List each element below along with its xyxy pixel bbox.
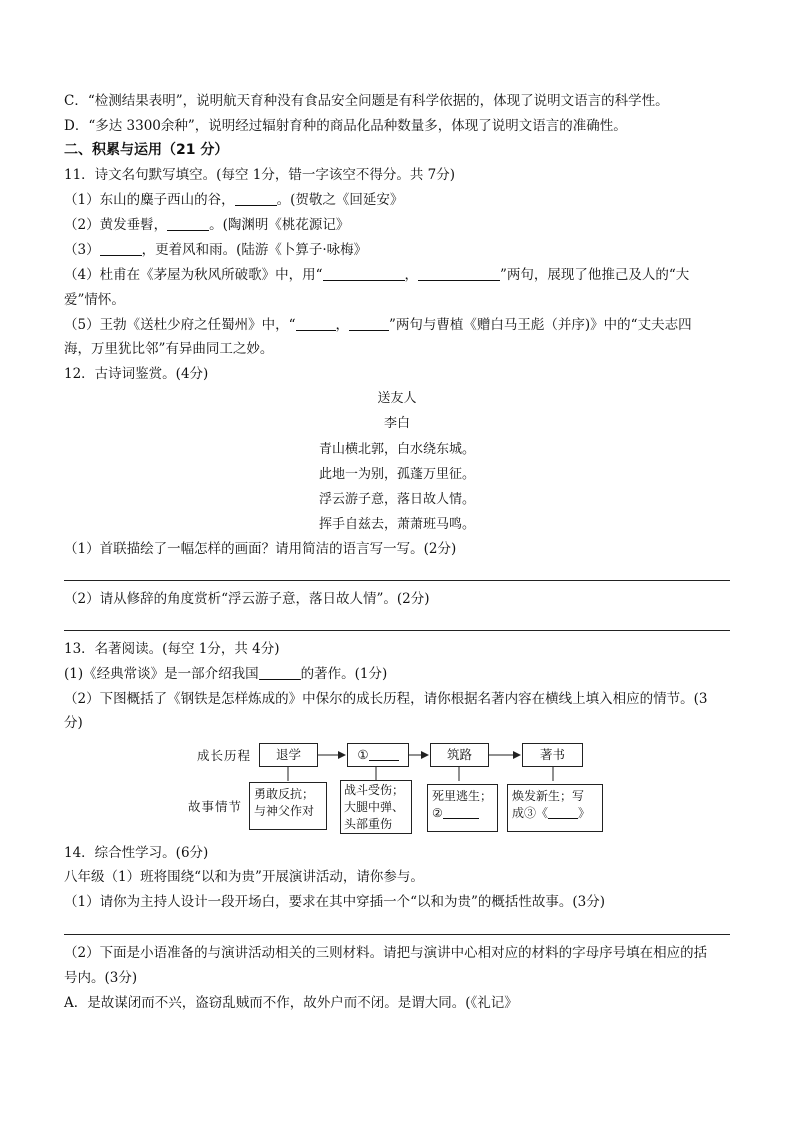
poem-line-1: 青山横北郭，白水绕东城。 <box>318 442 475 457</box>
plot-1-line-a: 勇敢反抗； <box>254 787 315 801</box>
answer-blank[interactable] <box>548 806 578 819</box>
poem-line-4: 挥手自兹去，萧萧班马鸣。 <box>318 517 475 532</box>
question-12: 12．古诗词鉴赏。(4分) <box>64 366 209 382</box>
plot-4-close-quote: 》 <box>578 806 591 820</box>
q13-1-text-b: 的著作。(1分) <box>300 666 388 682</box>
q11-4-text-b: ， <box>404 267 418 283</box>
option-a: A．是故谋闭而不兴，盗窃乱贼而不作，故外户而不闭。是谓大同。(《礼记》 <box>64 995 518 1011</box>
q11-item-4-cont: 爱”情怀。 <box>64 292 125 308</box>
plot-box-4 <box>507 784 603 832</box>
q13-item-2-cont: 分) <box>64 715 83 731</box>
q14-item-2-cont: 号内。(3分) <box>64 970 138 986</box>
q13-1-text-a: (1)《经典常谈》是一部介绍我国 <box>64 666 259 682</box>
q11-5-text-c: ”两句与曹植《赠白马王彪（并序)》中的“丈夫志四 <box>389 317 692 333</box>
poem-line-2: 此地一为别，孤蓬万里征。 <box>318 467 475 482</box>
plot-4-line-a: 焕发新生；写 <box>512 789 585 803</box>
plot-2-line-a: 战斗受伤； <box>344 783 405 797</box>
row-label-plot: 故事情节 <box>188 799 243 814</box>
q11-3-text-a: （3） <box>64 242 100 258</box>
question-13: 13．名著阅读。(每空 1分，共 4分) <box>64 641 280 657</box>
q11-1-text-b: 。(贺敬之《回延安》 <box>276 192 404 208</box>
stage-writing: 著书 <box>522 743 583 767</box>
blank-marker-1: ① <box>357 747 369 762</box>
answer-line[interactable] <box>64 934 730 935</box>
row-label-growth: 成长历程 <box>197 748 252 763</box>
option-c: C．“检测结果表明”，说明航天育种没有食品安全问题是有科学依据的，体现了说明文语言的科学性。 <box>64 93 669 109</box>
blank-marker-2: ② <box>432 806 443 820</box>
q11-2-text-b: 。(陶渊明《桃花源记》 <box>209 217 350 233</box>
answer-blank[interactable] <box>443 806 479 819</box>
plot-2-line-b: 大腿中弹、 <box>344 800 405 814</box>
q11-4-text-a: （4）杜甫在《茅屋为秋风所破歌》中，用“ <box>64 267 323 283</box>
q11-5-text-a: （5）王勃《送杜少府之任蜀州》中，“ <box>64 317 296 333</box>
plot-3-line-a: 死里逃生； <box>432 789 493 803</box>
plot-1-line-b: 与神父作对 <box>254 804 315 818</box>
q12-item-2: （2）请从修辞的角度赏析“浮云游子意，落日故人情”。(2分) <box>64 591 430 607</box>
poem-author: 李白 <box>383 416 410 431</box>
answer-blank[interactable] <box>369 748 399 761</box>
poem-title: 送友人 <box>377 391 417 406</box>
plot-box-2 <box>340 780 412 834</box>
plot-3-line-b <box>432 805 493 822</box>
stage-road-building: 筑路 <box>430 743 489 767</box>
question-11: 11．诗文名句默写填空。(每空 1分，错一字该空不得分。共 7分) <box>64 167 455 183</box>
blank-marker-3: 成③《 <box>512 806 549 820</box>
q12-item-1: （1）首联描绘了一幅怎样的画面？请用简洁的语言写一写。(2分) <box>64 541 457 557</box>
plot-box-3 <box>427 784 498 832</box>
q11-2-text-a: （2）黄发垂髫， <box>64 217 168 233</box>
stage-dropout: 退学 <box>259 743 318 767</box>
option-d: D．“多达 3300余种”，说明经过辐射育种的商品化品种数量多，体现了说明文语言的准确性。 <box>64 118 627 134</box>
section-heading: 二、积累与运用（21 分） <box>64 142 229 158</box>
stage-blank-1 <box>347 743 409 767</box>
plot-4-line-b <box>512 805 598 822</box>
question-14: 14．综合性学习。(6分) <box>64 845 209 861</box>
q11-4-text-c: ”两句，展现了他推己及人的“大 <box>500 267 690 283</box>
q14-item-1: （1）请你为主持人设计一段开场白，要求在其中穿插一个“以和为贵”的概括性故事。(3分) <box>64 894 606 910</box>
plot-box-1 <box>249 782 327 830</box>
q11-item-5-cont: 海，万里犹比邻”有异曲同工之妙。 <box>64 341 274 357</box>
q13-item-2: （2）下图概括了《钢铁是怎样炼成的》中保尔的成长历程，请你根据名著内容在横线上填入相应的情节。(3 <box>64 691 708 707</box>
poem-line-3: 浮云游子意，落日故人情。 <box>318 492 475 507</box>
plot-2-line-c: 头部重伤 <box>344 817 393 831</box>
q11-3-text-b: ，更着风和雨。(陆游《卜算子·咏梅》 <box>141 242 368 258</box>
q11-5-text-b: ， <box>335 317 349 333</box>
q14-intro: 八年级（1）班将围绕“以和为贵”开展演讲活动，请你参与。 <box>64 869 424 885</box>
q14-item-2: （2）下面是小语准备的与演讲活动相关的三则材料。请把与演讲中心相对应的材料的字母序号填在相应的括 <box>64 945 708 961</box>
q11-1-text-a: （1）东山的麋子西山的谷， <box>64 192 235 208</box>
